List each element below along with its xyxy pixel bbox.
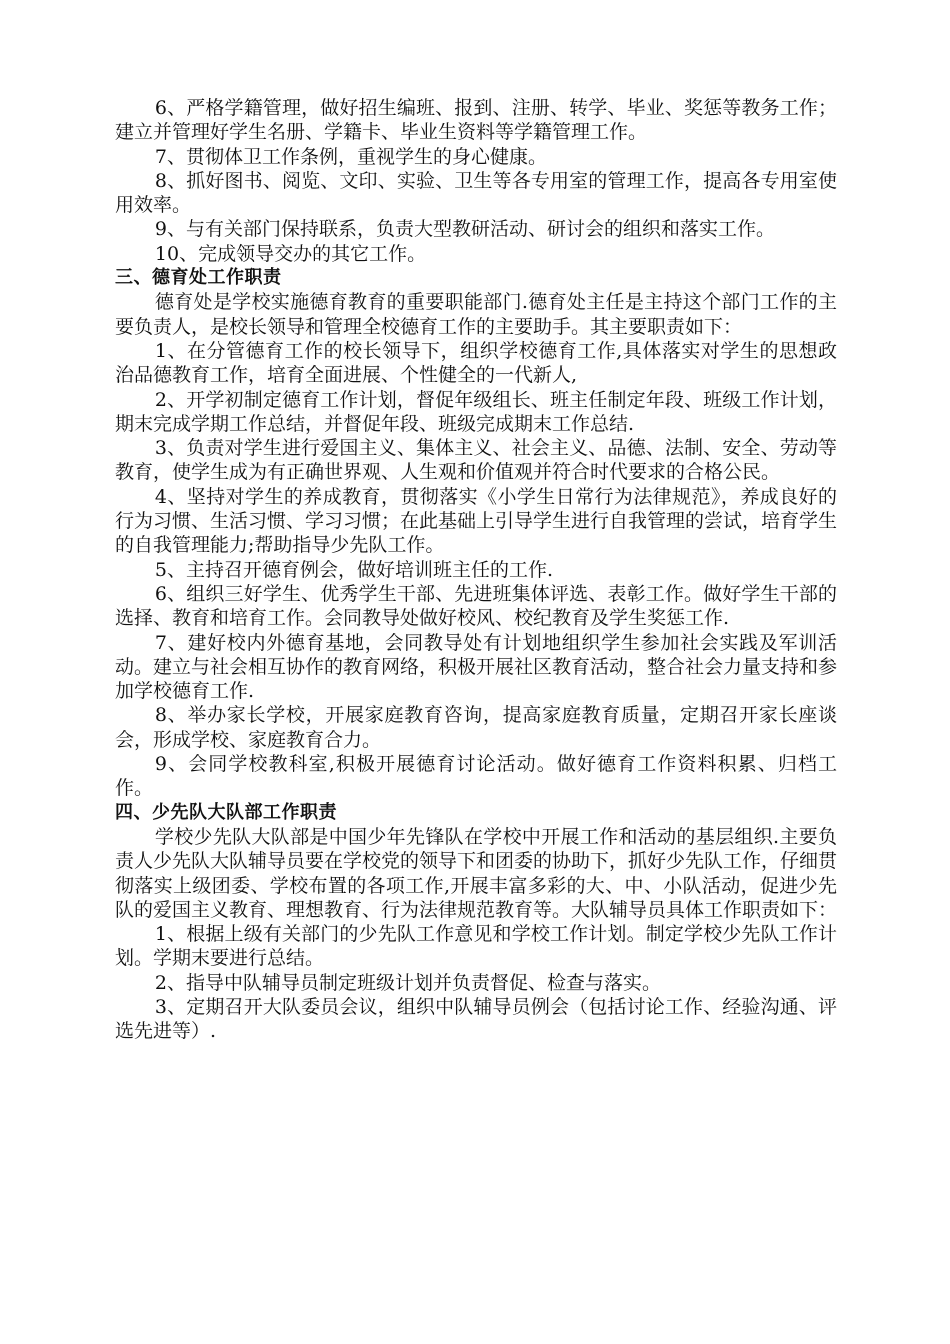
- pioneer-item-3: 3、定期召开大队委员会议，组织中队辅导员例会（包括讨论工作、经验沟通、评选先进等）.: [115, 995, 837, 1043]
- pioneer-item-2: 2、指导中队辅导员制定班级计划并负责督促、检查与落实。: [154, 971, 661, 994]
- moral-item-1: 1、在分管德育工作的校长领导下，组织学校德育工作,具体落实对学生的思想政治品德教育工作，培育全面进展、个性健全的一代新人,: [115, 339, 837, 387]
- moral-item-9: 9、会同学校教科室,积极开展德育讨论活动。做好德育工作资料积累、归档工作。: [115, 753, 837, 800]
- moral-item-8: 8、举办家长学校，开展家庭教育咨询，提高家庭教育质量，定期召开家长座谈会，形成学校、家庭教育合力。: [115, 704, 837, 751]
- item-academic-registration: 6、严格学籍管理，做好招生编班、报到、注册、转学、毕业、奖惩等教务工作；建立并管理好学生名册、学籍卡、毕业生资料等学籍管理工作。: [115, 97, 837, 144]
- item-teaching-research: 9、与有关部门保持联系，负责大型教研活动、研讨会的组织和落实工作。: [154, 218, 775, 241]
- section-heading-moral-education: 三、德育处工作职责: [115, 267, 282, 289]
- item-special-rooms: 8、抓好图书、阅览、文印、实验、卫生等各专用室的管理工作，提高各专用室使用效率。: [115, 169, 837, 217]
- moral-item-5: 5、主持召开德育例会，做好培训班主任的工作.: [154, 558, 554, 581]
- moral-item-2: 2、开学初制定德育工作计划，督促年级组长、班主任制定年段、班级工作计划，期末完成学期工作总结，并督促年段、班级完成期末工作总结.: [115, 388, 837, 435]
- moral-item-7: 7、建好校内外德育基地，会同教导处有计划地组织学生参加社会实践及军训活动。建立与社会相互协作的教育网络，积极开展社区教育活动，整合社会力量支持和参加学校德育工作.: [115, 631, 838, 703]
- moral-item-4: 4、坚持对学生的养成教育，贯彻落实《小学生日常行为法律规范》，养成良好的行为习惯、生活习惯、学习习惯；在此基础上引导学生进行自我管理的尝试，培育学生的自我管理能力;帮助指导少先队工作。: [115, 485, 838, 557]
- item-physical-health: 7、贯彻体卫工作条例，重视学生的身心健康。: [154, 145, 547, 168]
- moral-item-3: 3、负责对学生进行爱国主义、集体主义、社会主义、品德、法制、安全、劳动等教育，使学生成为有正确世界观、人生观和价值观并符合时代要求的合格公民。: [115, 437, 837, 484]
- section-heading-young-pioneers: 四、少先队大队部工作职责: [115, 801, 337, 823]
- document-page: [115, 96, 837, 1044]
- moral-education-intro: 德育处是学校实施德育教育的重要职能部门.德育处主任是主持这个部门工作的主要负责人，是校长领导和管理全校德育工作的主要助手。其主要职责如下：: [115, 291, 837, 338]
- pioneer-item-1: 1、根据上级有关部门的少先队工作意见和学校工作计划。制定学校少先队工作计划。学期末要进行总结。: [115, 923, 837, 970]
- young-pioneers-intro: 学校少先队大队部是中国少年先锋队在学校中开展工作和活动的基层组织.主要负责人少先队大队辅导员要在学校党的领导下和团委的协助下，抓好少先队工作，仔细贯彻落实上级团委、学校布置的各项工作,开展丰富多彩的大、中、小队活动，促进少先队的爱国主义教育、理想教育、行为法律规范教育等。大队辅导员具体工作职责如下：: [115, 825, 838, 921]
- moral-item-6: 6、组织三好学生、优秀学生干部、先进班集体评选、表彰工作。做好学生干部的选择、教育和培育工作。会同教导处做好校风、校纪教育及学生奖惩工作.: [115, 582, 837, 630]
- item-other-tasks: 10、完成领导交办的其它工作。: [154, 242, 427, 265]
